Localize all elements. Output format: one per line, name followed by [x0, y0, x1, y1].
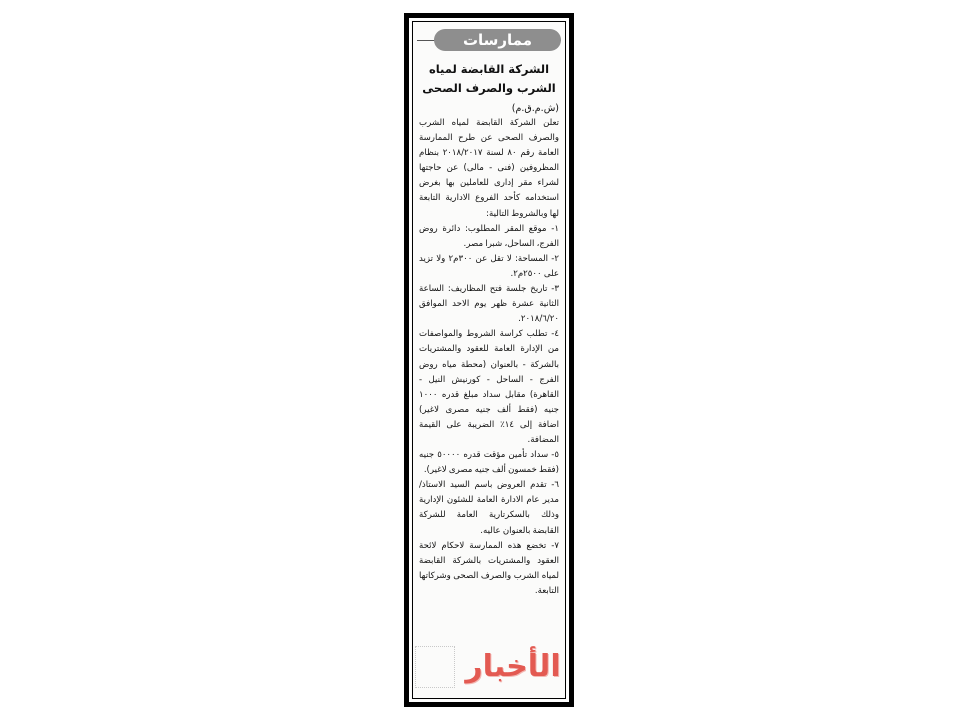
- notice-paragraph: ٢- المساحة: لا تقل عن ٣٠٠م٢ ولا تزيد على ٢٥٠٠م٢.: [419, 253, 559, 279]
- notice-abbr: (ش.م.ق.م): [511, 103, 559, 114]
- notice-title-line2: الشرب والصرف الصحى: [422, 81, 556, 95]
- section-header: ممارسات: [434, 29, 561, 51]
- notice-content: [419, 60, 559, 640]
- logo-border: [415, 646, 455, 688]
- ad-frame: [404, 13, 574, 707]
- notice-paragraph: ٤- تطلب كراسة الشروط والمواصفات من الإدارة العامة للعقود والمشتريات بالشركة - بالعنوان (محطة مياه روض الفرج - الساحل - كورنيش النيل - القاهرة) مقابل سداد مبلغ قدره ١٠٠٠ جنيه (فقط ألف جنيه مصرى لاغير) اضافة إلى ١٤٪ الضريبة على القيمة المضافة.: [419, 329, 560, 445]
- notice-title-line1: الشركة القابضة لمياه: [428, 62, 550, 76]
- notice-paragraph: ٥- سداد تأمين مؤقت قدره ٥٠٠٠٠ جنيه (فقط خمسون ألف جنيه مصرى لاغير).: [419, 450, 560, 476]
- newspaper-logo: [459, 644, 567, 688]
- notice-paragraph: تعلن الشركة القابضة لمياه الشرب والصرف الصحى عن طرح الممارسة العامة رقم ٨٠ لسنة ٢٠١٨/٢٠١٧ بنظام المظروفين (فنى - مالى) عن حاجتها لشراء مقر إدارى للعاملين بها بغرض استخدامه كأحد الفروع الادارية التابعة لها وبالشروط التالية:: [419, 118, 559, 219]
- notice-paragraph: ٧- تخضع هذه الممارسة لاحكام لائحة العقود والمشتريات بالشركة القابضة لمياه الشرب والصرف الصحى وشركاتها التابعة.: [419, 540, 559, 596]
- notice-paragraph: ١- موقع المقر المطلوب: دائرة روض الفرج، الساحل، شبرا مصر.: [419, 223, 559, 249]
- ad-panel: [409, 18, 569, 702]
- newspaper-logo-text: الأخبار: [465, 648, 561, 684]
- notice-paragraph: ٣- تاريخ جلسة فتح المظاريف: الساعة الثانية عشرة ظهر يوم الاحد الموافق ٢٠١٨/٦/٢٠.: [419, 284, 559, 325]
- notice-paragraph: ٦- تقدم العروض باسم السيد الاستاذ/ مدير عام الادارة العامة للشئون الإدارية وذلك بالسكرتارية العامة للشركة القابضة بالعنوان عاليه.: [419, 480, 559, 536]
- notice-body: [419, 116, 559, 599]
